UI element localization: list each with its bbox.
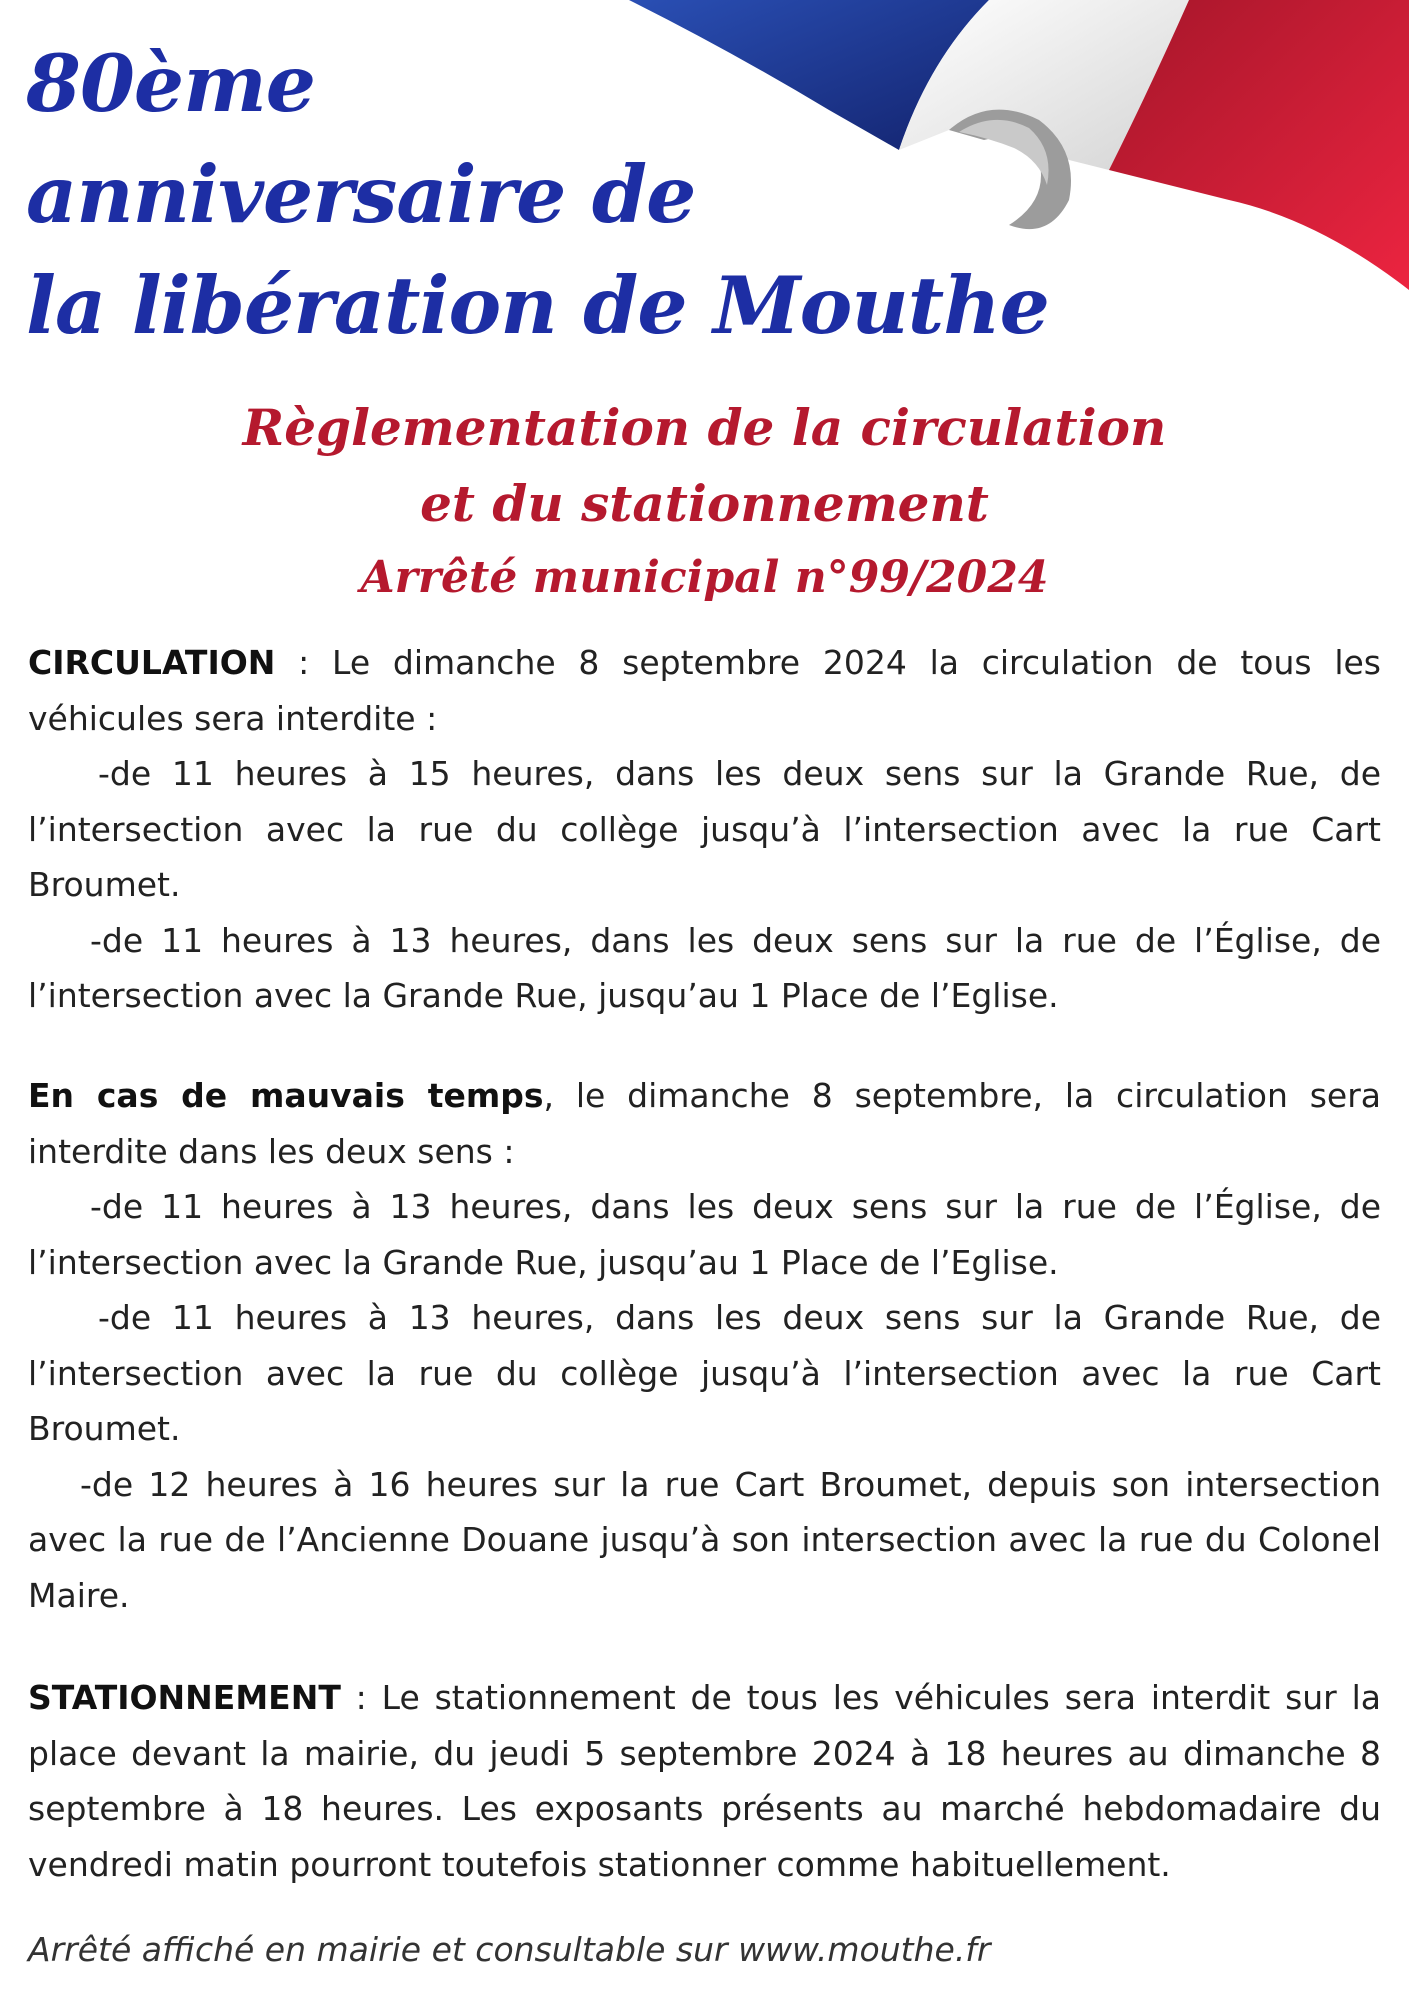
bad-weather-intro: [28, 1068, 1381, 1179]
parking-text: : Le stationnement de tous les véhicules sera interdit sur la place devant la mairie, du jeudi 5 septembre 2024 à 18 heures au dimanche 8 septembre à 18 heures. Les exposants présents au marché hebdomadaire du vendredi matin pourront toutefois stationner comme habituellement.: [28, 1678, 1381, 1884]
bad-weather-label: En cas de mauvais temps: [28, 1076, 544, 1115]
circulation-intro: [28, 635, 1381, 746]
footer-note: Arrêté affiché en mairie et consultable sur www.mouthe.fr: [28, 1930, 991, 1969]
parking-section: [28, 1670, 1381, 1892]
circulation-item-1: -de 11 heures à 15 heures, dans les deux sens sur la Grande Rue, de l’intersection avec la rue du collège jusqu’à l’intersection avec la rue Cart Broumet.: [28, 754, 1381, 904]
circulation-intro-text: : Le dimanche 8 septembre 2024 la circulation de tous les véhicules sera interdite :: [28, 643, 1381, 738]
bad-weather-intro-text: , le dimanche 8 septembre, la circulation sera interdite dans les deux sens :: [28, 1076, 1381, 1171]
bad-weather-item-3: -de 12 heures à 16 heures sur la rue Cart Broumet, depuis son intersection avec la rue de l’Ancienne Douane jusqu’à son intersection avec la rue du Colonel Maire.: [28, 1464, 1381, 1615]
title-line-2: anniversaire de: [26, 148, 696, 241]
parking-label: STATIONNEMENT: [28, 1678, 341, 1717]
bad-weather-item-2: -de 11 heures à 13 heures, dans les deux sens sur la Grande Rue, de l’intersection avec la rue du collège jusqu’à l’intersection avec la rue Cart Broumet.: [28, 1298, 1381, 1448]
title-line-3: la libération de Mouthe: [26, 259, 1049, 352]
main-title: [26, 28, 1126, 361]
parking-paragraph: [28, 1670, 1381, 1892]
circulation-section: [28, 635, 1381, 1024]
decree-number: Arrêté municipal n°99/2024: [360, 552, 1049, 603]
circulation-item-2: -de 11 heures à 13 heures, dans les deux sens sur la rue de l’Église, de l’intersection avec la Grande Rue, jusqu’au 1 Place de l’Eglise.: [28, 920, 1381, 1015]
subtitle-line-1: Règlementation de la circulation: [242, 398, 1167, 457]
circulation-label: CIRCULATION: [28, 643, 276, 682]
title-line-1: 80ème: [26, 37, 316, 130]
bad-weather-item-1: -de 11 heures à 13 heures, dans les deux sens sur la rue de l’Église, de l’intersection avec la Grande Rue, jusqu’au 1 Place de l’Eglise.: [28, 1187, 1381, 1282]
bad-weather-section: [28, 1068, 1381, 1623]
subtitle-line-2: et du stationnement: [420, 474, 989, 533]
